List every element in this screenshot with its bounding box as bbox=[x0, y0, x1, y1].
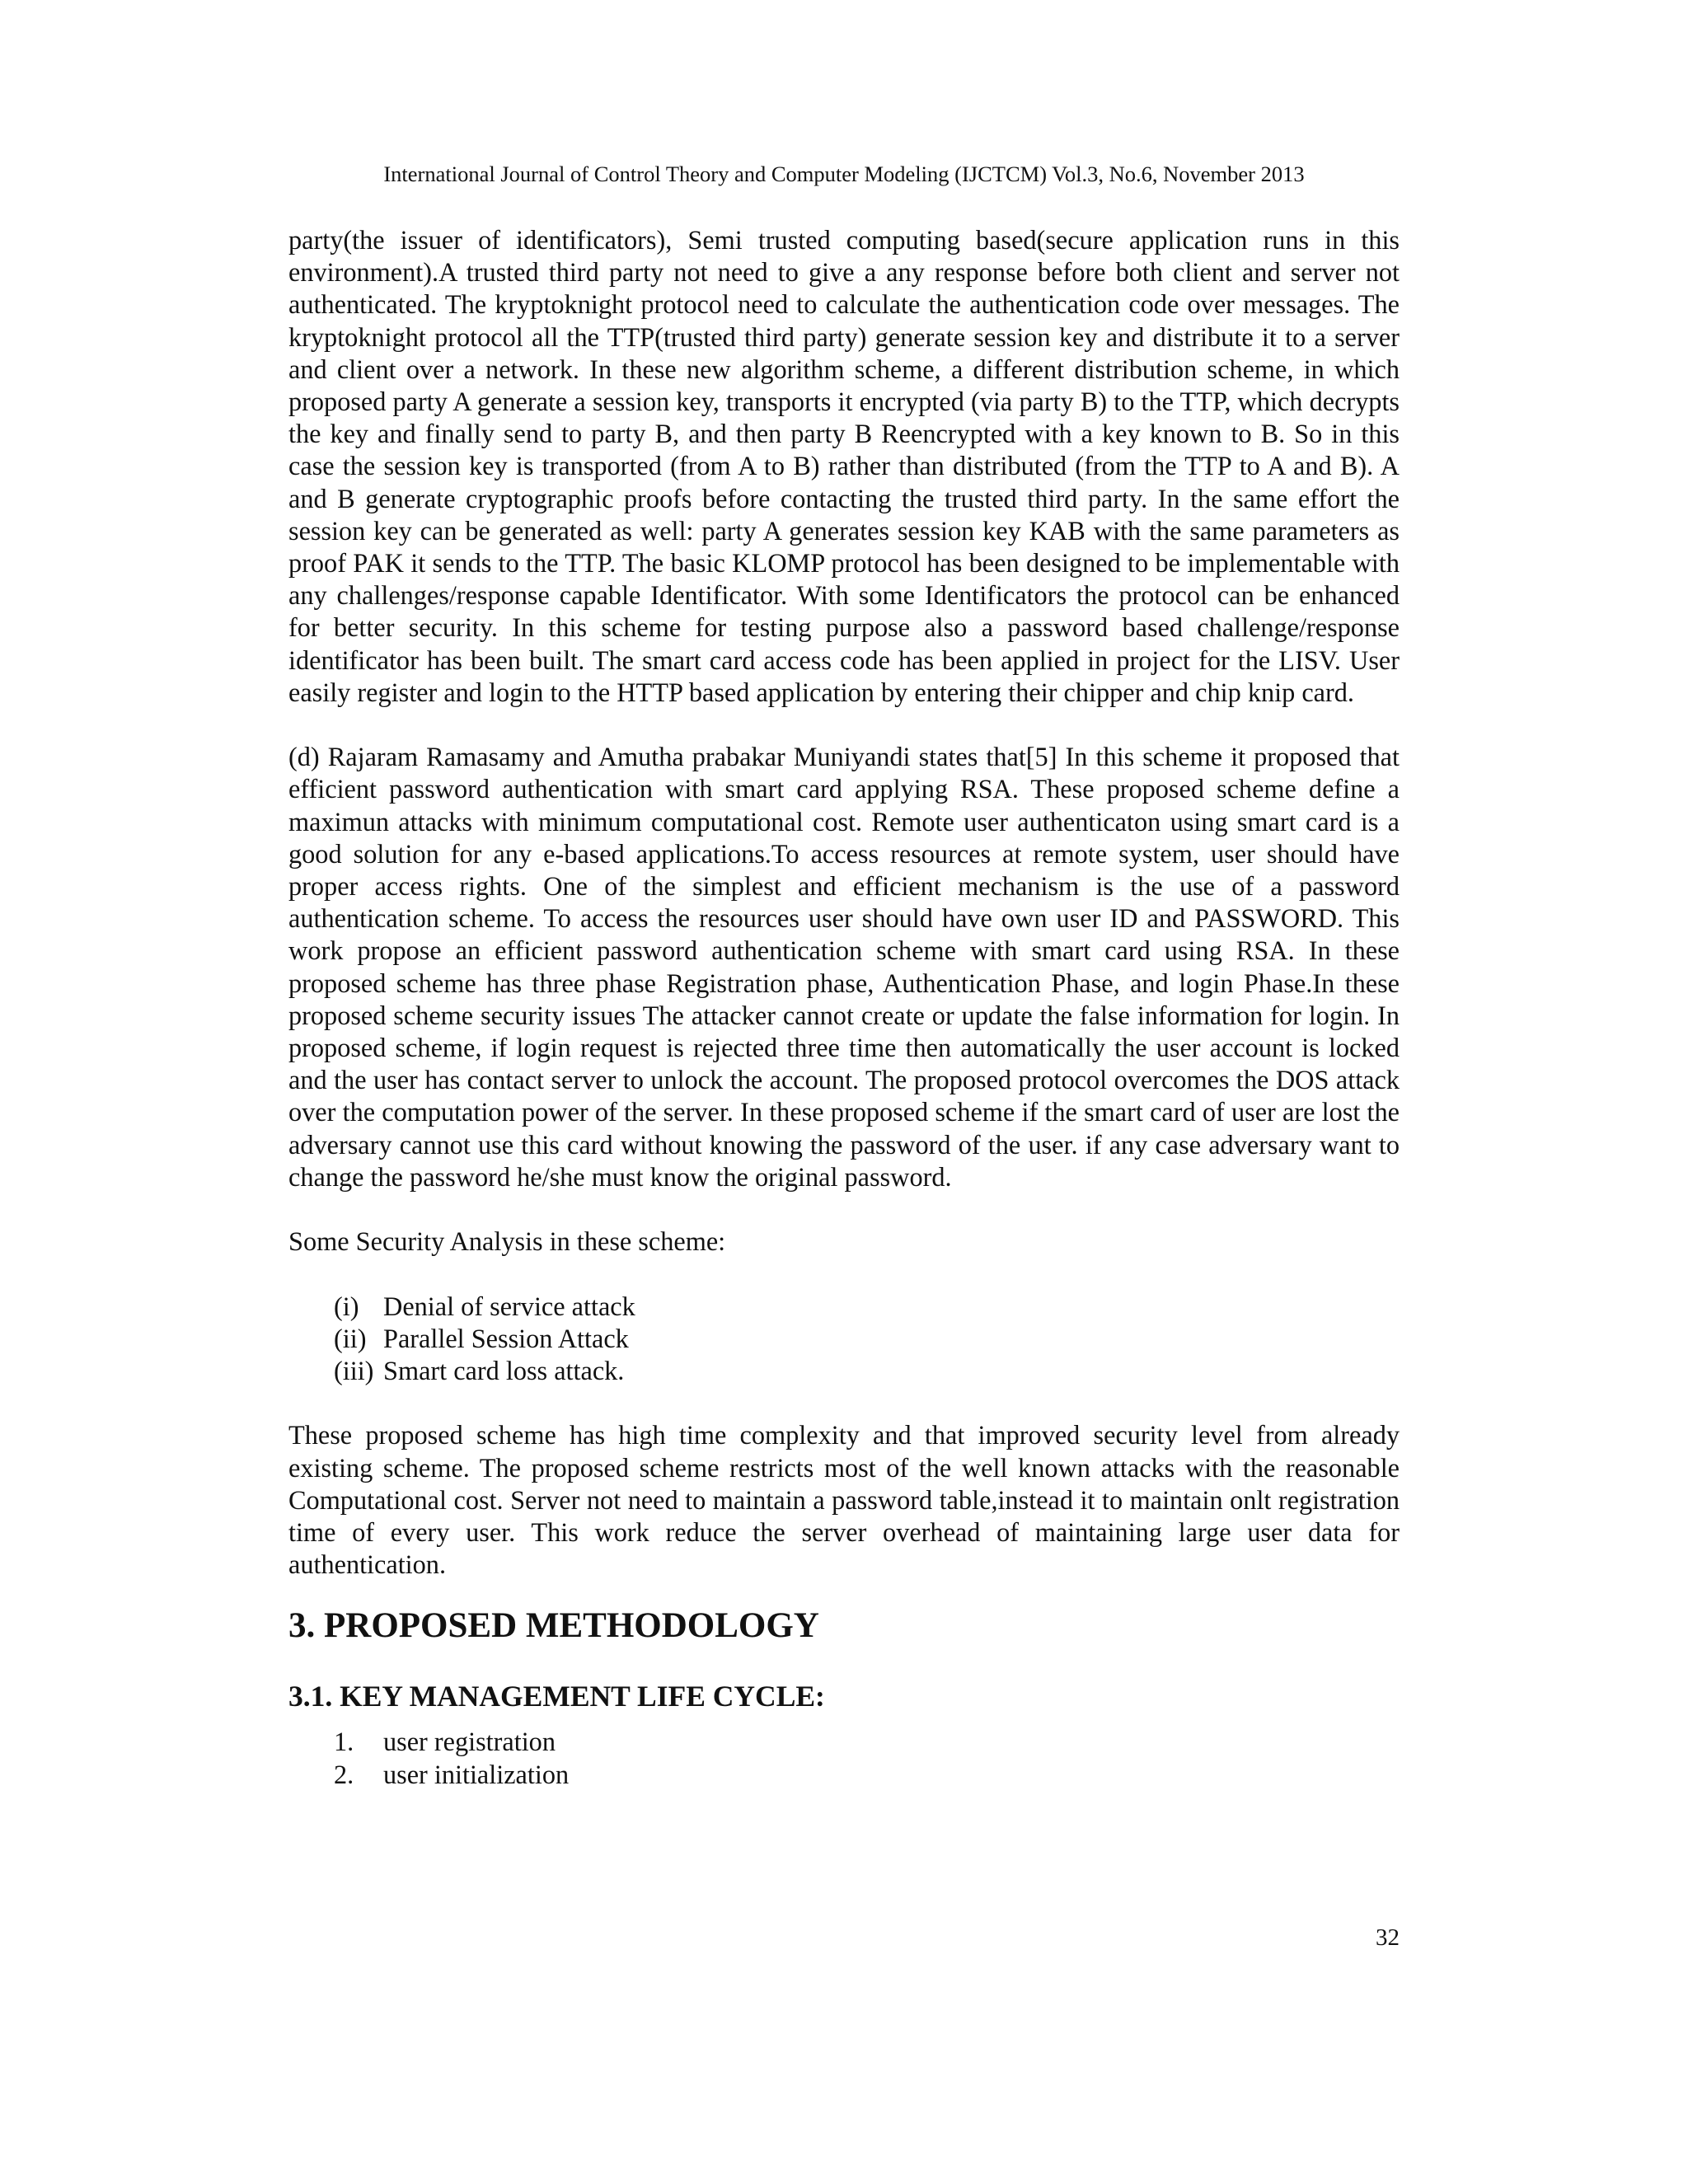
page-number: 32 bbox=[1376, 1924, 1400, 1951]
spacer bbox=[288, 1581, 1400, 1604]
list-item bbox=[288, 1355, 1400, 1387]
list-item-text: user registration bbox=[383, 1727, 556, 1757]
page-body bbox=[288, 224, 1400, 1791]
key-lifecycle-list bbox=[288, 1726, 1400, 1790]
running-header: International Journal of Control Theory and Computer Modeling (IJCTCM) Vol.3, No.6, November 2013 bbox=[383, 162, 1305, 186]
list-marker: (ii) bbox=[334, 1323, 367, 1353]
list-marker: 1. bbox=[334, 1727, 354, 1757]
subsection-heading: 3.1. KEY MANAGEMENT LIFE CYCLE: bbox=[288, 1680, 825, 1713]
spacer bbox=[288, 1714, 1400, 1726]
paragraph-complexity: These proposed scheme has high time complexity and that improved security level from already existing scheme. The proposed scheme restricts most of the well known attacks with the reasonable Computational cost. Server not need to maintain a password table,instead it to maintain onlt registration time of every user. This work reduce the server overhead of maintaining large user data for authentication. bbox=[288, 1420, 1400, 1580]
list-item bbox=[288, 1726, 1400, 1758]
list-item-text: user initialization bbox=[383, 1759, 570, 1789]
spacer bbox=[288, 1258, 1400, 1290]
spacer bbox=[288, 1387, 1400, 1419]
list-marker: (i) bbox=[334, 1291, 359, 1321]
section-heading: 3. PROPOSED METHODOLOGY bbox=[288, 1606, 819, 1646]
list-marker: 2. bbox=[334, 1759, 354, 1789]
list-item bbox=[288, 1323, 1400, 1355]
spacer bbox=[288, 1648, 1400, 1678]
security-analysis-list bbox=[288, 1291, 1400, 1388]
list-item-text: Smart card loss attack. bbox=[383, 1356, 625, 1386]
paragraph-security-intro: Some Security Analysis in these scheme: bbox=[288, 1226, 726, 1257]
list-marker: (iii) bbox=[334, 1356, 374, 1386]
paragraph-rsa-scheme: (d) Rajaram Ramasamy and Amutha prabakar Muniyandi states that[5] In this scheme it proposed that efficient password authentication with smart card applying RSA. These proposed scheme define a maximun attacks with minimum computational cost. Remote user authenticaton using smart card is a good solution for any e-based applications.To access resources at remote system, user should have proper access rights. One of the simplest and efficient mechanism is the use of a password authentication scheme. To access the resources user should have own user ID and PASSWORD. This work propose an efficient password authentication scheme with smart card using RSA. In these proposed scheme has three phase Registration phase, Authentication Phase, and login Phase.In these proposed scheme security issues The attacker cannot create or update the false information for login. In proposed scheme, if login request is rejected three time then automatically the user account is locked and the user has contact server to unlock the account. The proposed protocol overcomes the DOS attack over the computation power of the server. In these proposed scheme if the smart card of user are lost the adversary cannot use this card without knowing the password of the user. if any case adversary want to change the password he/she must know the original password. bbox=[288, 742, 1400, 1192]
paragraph-kryptoknight: party(the issuer of identificators), Semi trusted computing based(secure application runs in this environment).A trusted third party not need to give a any response before both client and server not authenticated. The kryptoknight protocol need to calculate the authentication code over messages. The kryptoknight protocol all the TTP(trusted third party) generate session key and distribute it to a server and client over a network. In these new algorithm scheme, a different distribution scheme, in which proposed party A generate a session key, transports it encrypted (via party B) to the TTP, which decrypts the key and finally send to party B, and then party B Reencrypted with a key known to B. So in this case the session key is transported (from A to B) rather than distributed (from the TTP to A and B). A and B generate cryptographic proofs before contacting the trusted third party. In the same effort the session key can be generated as well: party A generates session key KAB with the same parameters as proof PAK it sends to the TTP. The basic KLOMP protocol has been designed to be implementable with any challenges/response capable Identificator. With some Identificators the protocol can be enhanced for better security. In this scheme for testing purpose also a password based challenge/response identificator has been built. The smart card access code has been applied in project for the LISV. User easily register and login to the HTTP based application by entering their chipper and chip knip card. bbox=[288, 225, 1400, 707]
list-item bbox=[288, 1759, 1400, 1791]
list-item-text: Denial of service attack bbox=[383, 1291, 635, 1321]
list-item bbox=[288, 1291, 1400, 1323]
list-item-text: Parallel Session Attack bbox=[383, 1323, 629, 1353]
